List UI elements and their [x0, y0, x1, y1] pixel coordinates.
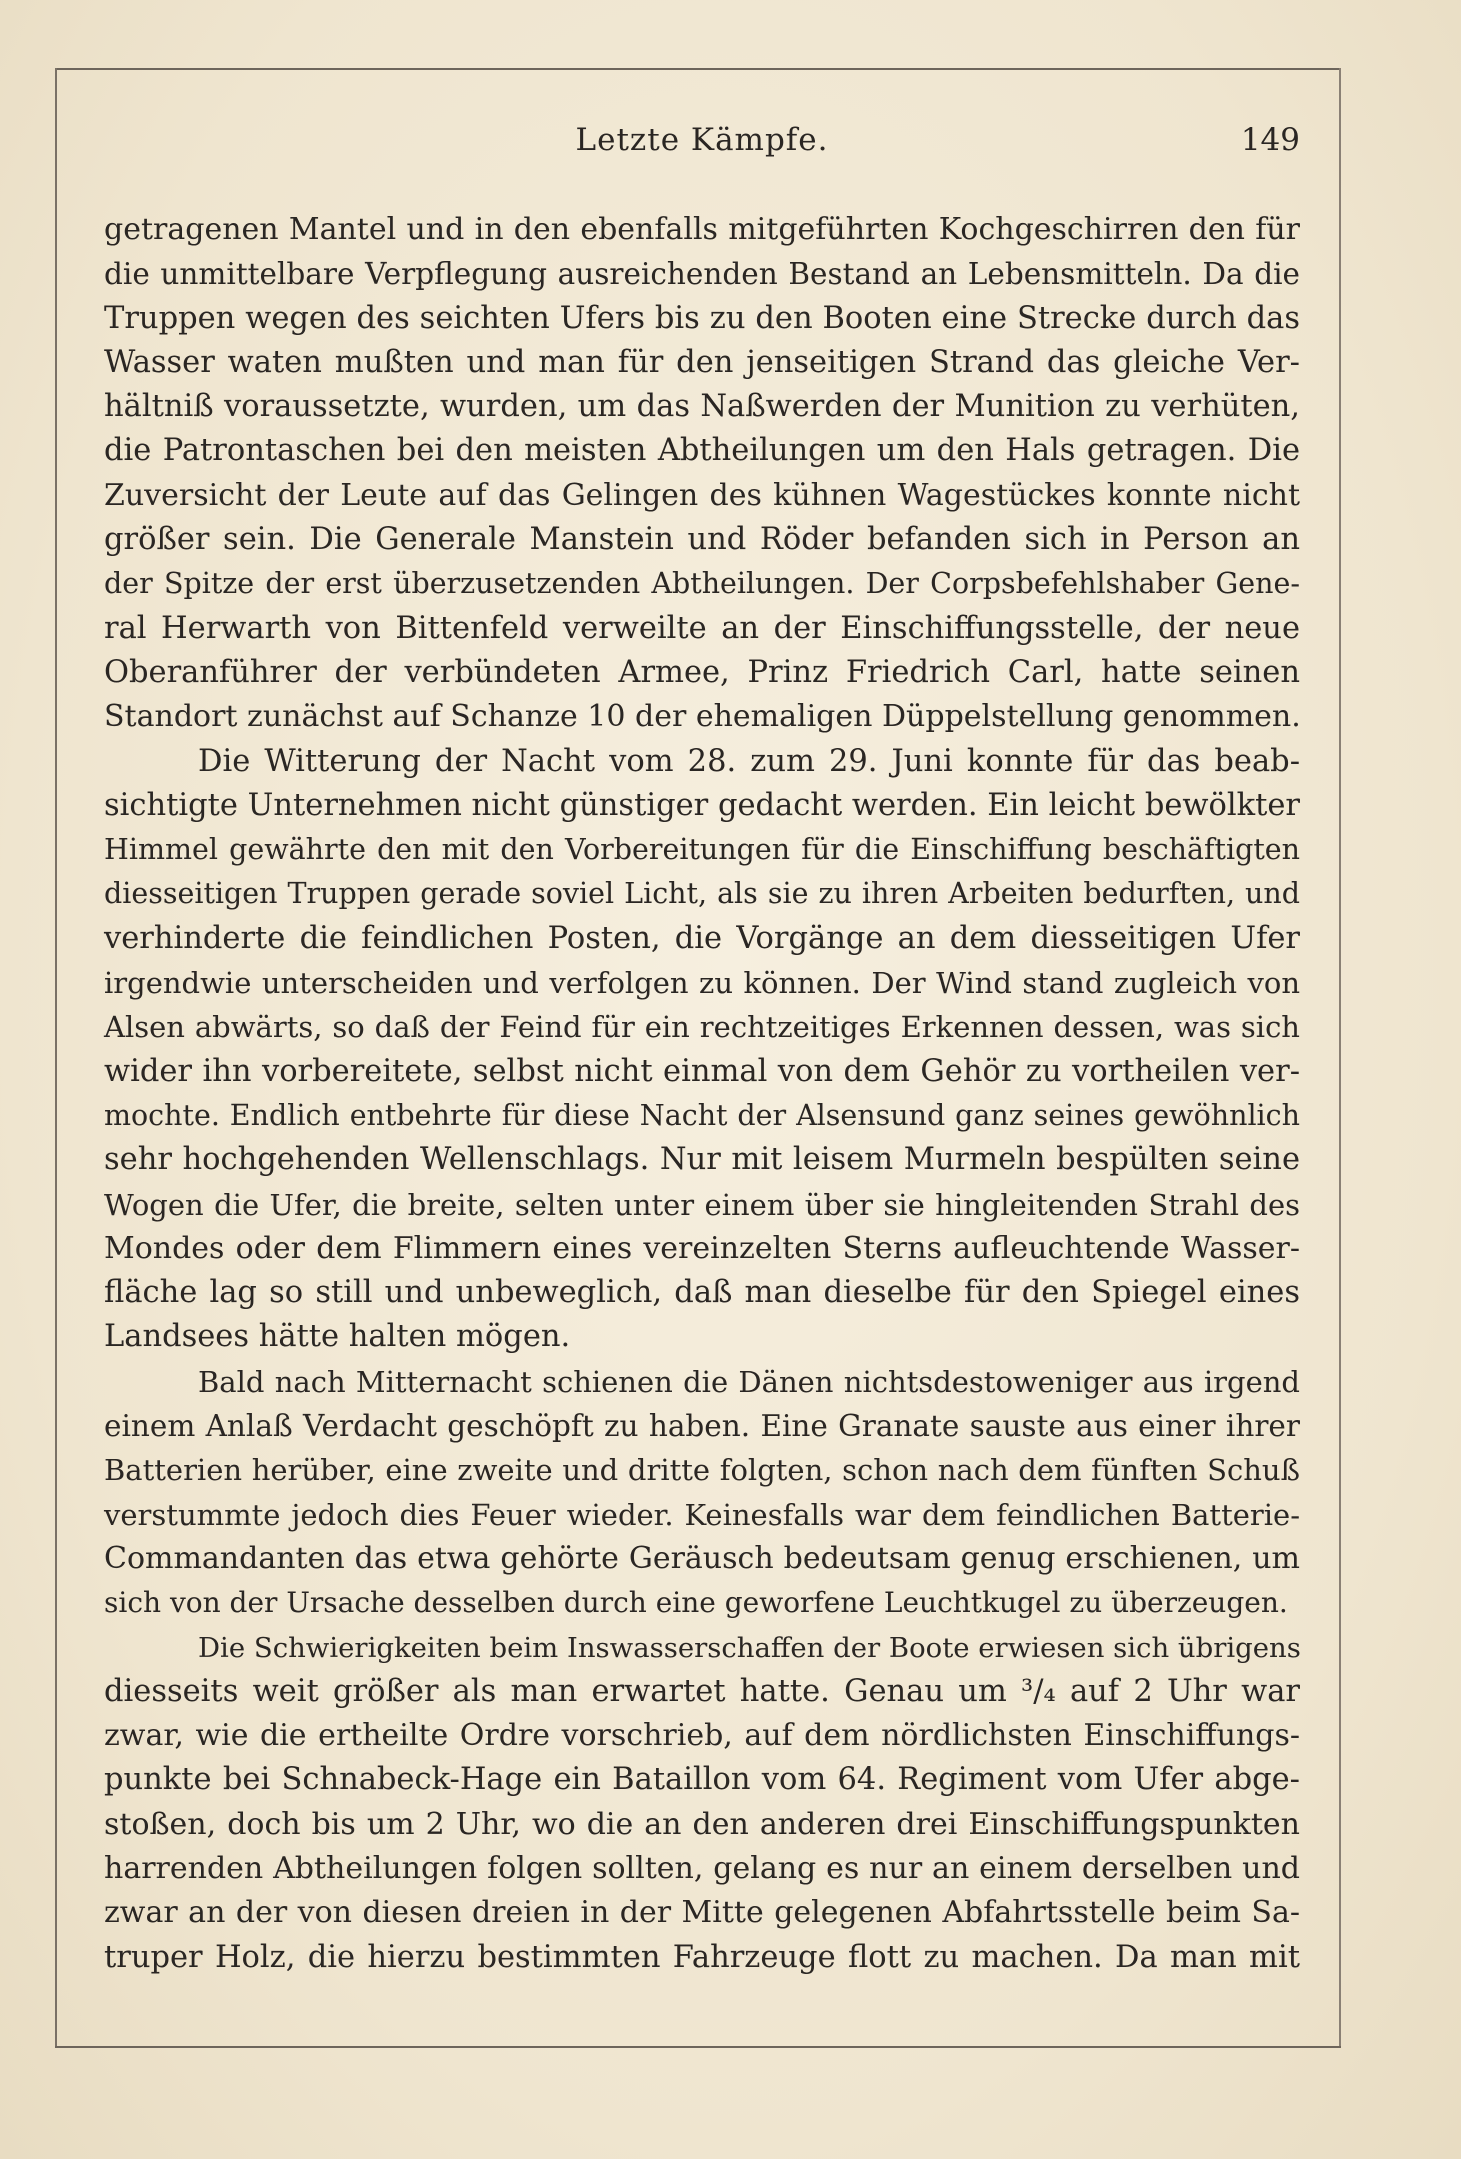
text-line: mochte. Endlich entbehrte für diese Nacht der Alsensund ganz seines gewöhnlich [104, 1098, 1300, 1132]
text-line: die Patrontaschen bei den meisten Abtheilungen um den Hals getragen. Die [104, 433, 1300, 469]
text-line: stoßen, doch bis um 2 Uhr, wo die an den anderen drei Einschiffungspunkten [104, 1806, 1300, 1842]
text-line: zwar an der von diesen dreien in der Mitte gelegenen Abfahrtsstelle beim Sa- [104, 1895, 1300, 1931]
text-line: Wogen die Ufer, die breite, selten unter einem über sie hingleitenden Strahl des [104, 1187, 1300, 1222]
text-line: irgendwie unterscheiden und verfolgen zu können. Der Wind stand zugleich von [104, 966, 1300, 1001]
text-line: wider ihn vorbereitete, selbst nicht einmal von dem Gehör zu vortheilen ver- [104, 1053, 1300, 1089]
text-line: Commandanten das etwa gehörte Geräusch bedeutsam genug erschienen, um [104, 1540, 1300, 1576]
text-line: Landsees hätte halten mögen. [104, 1319, 571, 1355]
text-line: Truppen wegen des seichten Ufers bis zu den Booten eine Strecke durch das [104, 300, 1300, 336]
running-title: Letzte Kämpfe. [575, 122, 829, 158]
text-line: zwar, wie die ertheilte Ordre vorschrieb, auf dem nördlichsten Einschiffungs- [104, 1718, 1300, 1754]
paragraph-first-line: Bald nach Mitternacht schienen die Dänen nichtsdestoweniger aus irgend [198, 1364, 1300, 1399]
text-line: Himmel gewährte den mit den Vorbereitungen für die Einschiffung beschäftigten [104, 833, 1300, 867]
page-header [104, 122, 1300, 170]
frame-top-rule [55, 68, 1341, 70]
text-line: hältniß voraussetzte, wurden, um das Naßwerden der Munition zu verhüten, [104, 389, 1300, 425]
text-line: ral Herwarth von Bittenfeld verweilte an der Einschiffungsstelle, der neue [104, 610, 1300, 646]
body-text [104, 208, 1300, 1980]
text-line: Alsen abwärts, so daß der Feind für ein rechtzeitiges Erkennen dessen, was sich [104, 1010, 1300, 1045]
text-line: sich von der Ursache desselben durch eine geworfene Leuchtkugel zu überzeugen. [104, 1586, 1288, 1620]
page-number: 149 [1240, 122, 1300, 158]
text-line: sichtigte Unternehmen nicht günstiger gedacht werden. Ein leicht bewölkter [104, 787, 1301, 823]
text-line: größer sein. Die Generale Manstein und Röder befanden sich in Person an [104, 522, 1300, 558]
frame-left-rule [55, 68, 57, 2048]
text-line: verhinderte die feindlichen Posten, die Vorgänge an dem diesseitigen Ufer [104, 920, 1300, 956]
text-line: harrenden Abtheilungen folgen sollten, gelang es nur an einem derselben und [104, 1850, 1300, 1886]
text-line: einem Anlaß Verdacht geschöpft zu haben. Eine Granate sauste aus einer ihrer [104, 1409, 1300, 1444]
text-line: truper Holz, die hierzu bestimmten Fahrzeuge flott zu machen. Da man mit [104, 1939, 1300, 1975]
text-line: punkte bei Schnabeck-Hage ein Bataillon vom 64. Regiment vom Ufer abge- [104, 1762, 1300, 1798]
paragraph-first-line: Die Witterung der Nacht vom 28. zum 29. Juni konnte für das beab- [198, 743, 1300, 779]
text-line: diesseitigen Truppen gerade soviel Licht, als sie zu ihren Arbeiten bedurften, und [104, 877, 1300, 911]
text-line: Batterien herüber, eine zweite und dritte folgten, schon nach dem fünften Schuß [104, 1453, 1300, 1488]
text-line: Mondes oder dem Flimmern eines vereinzelten Sterns aufleuchtende Wasser- [104, 1230, 1300, 1266]
text-line: verstummte jedoch dies Feuer wieder. Keinesfalls war dem feindlichen Batterie- [104, 1497, 1300, 1532]
frame-right-rule [1339, 68, 1341, 2048]
text-line: getragenen Mantel und in den ebenfalls mitgeführten Kochgeschirren den für [104, 212, 1300, 247]
text-line: diesseits weit größer als man erwartet hatte. Genau um ³/₄ auf 2 Uhr war [104, 1673, 1300, 1709]
text-line: Zuversicht der Leute auf das Gelingen des kühnen Wagestückes konnte nicht [104, 477, 1300, 513]
text-line: Standort zunächst auf Schanze 10 der ehemaligen Düppelstellung genommen. [104, 699, 1301, 735]
text-line: der Spitze der erst überzusetzenden Abtheilungen. Der Corpsbefehlshaber Gene- [104, 567, 1300, 601]
text-line: fläche lag so still und unbeweglich, daß man dieselbe für den Spiegel eines [104, 1275, 1300, 1311]
paragraph-first-line: Die Schwierigkeiten beim Inswasserschaffen der Boote erwiesen sich übrigens [198, 1631, 1301, 1664]
frame-bottom-rule [55, 2046, 1341, 2048]
text-line: sehr hochgehenden Wellenschlags. Nur mit leisem Murmeln bespülten seine [104, 1142, 1300, 1178]
text-line: Oberanführer der verbündeten Armee, Prinz Friedrich Carl, hatte seinen [104, 654, 1300, 690]
text-line: Wasser waten mußten und man für den jenseitigen Strand das gleiche Ver- [104, 344, 1300, 380]
text-line: die unmittelbare Verpflegung ausreichenden Bestand an Lebensmitteln. Da die [104, 257, 1300, 292]
